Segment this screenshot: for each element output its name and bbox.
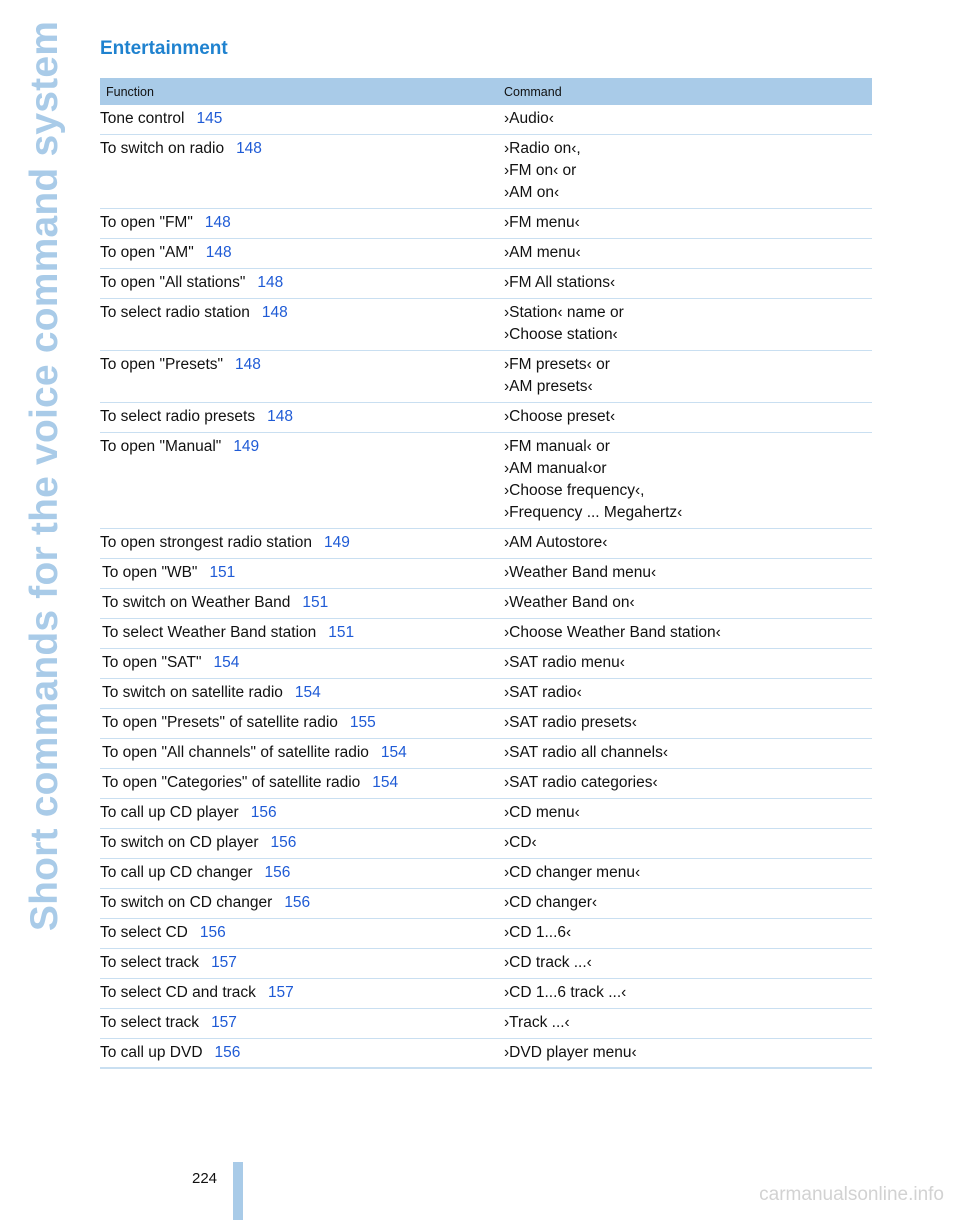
function-label: To open "Categories" of satellite radio: [102, 774, 361, 791]
command-cell: [500, 919, 872, 948]
page-reference-link[interactable]: 156: [284, 894, 311, 911]
command-line: ›FM manual‹ or: [504, 438, 610, 455]
command-line: ›SAT radio presets‹: [504, 714, 637, 731]
command-cell: [500, 135, 872, 208]
page-reference-link[interactable]: 148: [261, 304, 288, 321]
side-title-text: Short commands for the voice command system: [23, 20, 67, 932]
table-row: [100, 1009, 872, 1039]
page-reference-link[interactable]: 148: [235, 356, 261, 373]
command-line: ›FM All stations‹: [504, 274, 616, 291]
command-line: ›Choose frequency‹,: [504, 482, 645, 499]
command-line: ›DVD player menu‹: [504, 1044, 637, 1061]
function-label: To open "WB": [102, 564, 198, 581]
page-reference-link[interactable]: 156: [264, 864, 291, 881]
table-row: [100, 919, 872, 949]
command-cell: [500, 979, 872, 1008]
table-body: [100, 105, 872, 1069]
page-reference-link[interactable]: 154: [213, 654, 240, 671]
function-cell: [100, 1009, 500, 1038]
table-row: [100, 679, 872, 709]
table-row: [100, 209, 872, 239]
function-label: To open strongest radio station: [100, 534, 312, 551]
function-label: To switch on CD changer: [100, 894, 273, 911]
function-label: To open "Manual": [100, 438, 222, 455]
function-cell: [100, 589, 500, 618]
table-row: [100, 889, 872, 919]
command-cell: [500, 559, 872, 588]
function-cell: [100, 135, 500, 208]
command-line: ›CD track ...‹: [504, 954, 592, 971]
command-cell: [500, 829, 872, 858]
table-header: [100, 78, 872, 105]
command-cell: [500, 403, 872, 432]
function-cell: [100, 209, 500, 238]
function-cell: [100, 351, 500, 402]
table-row: [100, 351, 872, 403]
command-line: ›SAT radio categories‹: [504, 774, 658, 791]
command-cell: [500, 239, 872, 268]
page-reference-link[interactable]: 149: [323, 534, 350, 551]
function-label: To open "All channels" of satellite radio: [102, 744, 369, 761]
command-line: ›Choose Weather Band station‹: [504, 624, 721, 641]
table-row: [100, 239, 872, 269]
page-reference-link[interactable]: 148: [267, 408, 293, 425]
command-cell: [500, 739, 872, 768]
function-label: To switch on radio: [100, 140, 225, 157]
function-cell: [100, 403, 500, 432]
command-cell: [500, 949, 872, 978]
command-line: ›Weather Band menu‹: [504, 564, 657, 581]
function-cell: [100, 739, 500, 768]
function-label: To open "FM": [100, 214, 193, 231]
command-line: ›Frequency ... Megahertz‹: [504, 504, 683, 521]
command-line: ›AM Autostore‹: [504, 534, 608, 551]
function-cell: [100, 105, 500, 134]
function-label: To call up DVD: [100, 1044, 203, 1061]
page-reference-link[interactable]: 151: [328, 624, 355, 641]
function-cell: [100, 679, 500, 708]
command-cell: [500, 1009, 872, 1038]
function-label: To open "Presets": [100, 356, 224, 373]
function-label: To select track: [100, 954, 200, 971]
function-label: To open "All stations": [100, 274, 246, 291]
table-row: [100, 105, 872, 135]
function-cell: [100, 709, 500, 738]
command-line: ›CD changer‹: [504, 894, 598, 911]
command-cell: [500, 351, 872, 402]
function-cell: [100, 799, 500, 828]
function-label: To open "AM": [100, 244, 194, 261]
command-cell: [500, 105, 872, 134]
table-row: [100, 403, 872, 433]
function-cell: [100, 829, 500, 858]
command-line: ›AM presets‹: [504, 378, 593, 395]
table-row: [100, 799, 872, 829]
page-reference-link[interactable]: 157: [211, 954, 237, 971]
command-cell: [500, 529, 872, 558]
function-cell: [100, 859, 500, 888]
section-title: Entertainment: [100, 38, 228, 59]
function-label: To open "SAT": [102, 654, 202, 671]
function-label: To call up CD changer: [100, 864, 253, 881]
table-row: [100, 949, 872, 979]
function-label: To select radio station: [100, 304, 250, 321]
function-cell: [100, 433, 500, 528]
function-cell: [100, 889, 500, 918]
function-label: To switch on CD player: [100, 834, 259, 851]
table-row: [100, 829, 872, 859]
table-row: [100, 1039, 872, 1069]
page-reference-link[interactable]: 151: [302, 594, 329, 611]
function-cell: [100, 1039, 500, 1067]
command-line: ›AM on‹: [504, 184, 560, 201]
page-number: 224: [192, 1170, 218, 1187]
command-line: ›AM manual‹or: [504, 460, 607, 477]
page-reference-link[interactable]: 148: [257, 274, 284, 291]
function-cell: [100, 559, 500, 588]
table-row: [100, 619, 872, 649]
command-line: ›Audio‹: [504, 110, 554, 127]
page-reference-link[interactable]: 148: [236, 140, 262, 157]
command-line: ›FM presets‹ or: [504, 356, 610, 373]
command-cell: [500, 269, 872, 298]
page-reference-link[interactable]: 151: [209, 564, 236, 581]
function-label: To call up CD player: [100, 804, 239, 821]
watermark: carmanualsonline.info: [759, 1184, 944, 1205]
command-cell: [500, 679, 872, 708]
function-cell: [100, 949, 500, 978]
command-line: ›SAT radio‹: [504, 684, 582, 701]
command-line: ›AM menu‹: [504, 244, 581, 261]
table-row: [100, 649, 872, 679]
command-cell: [500, 619, 872, 648]
page-reference-link[interactable]: 155: [349, 714, 376, 731]
function-cell: [100, 269, 500, 298]
function-cell: [100, 299, 500, 350]
function-cell: [100, 919, 500, 948]
table-row: [100, 559, 872, 589]
table-row: [100, 979, 872, 1009]
table-row: [100, 589, 872, 619]
function-label: To select radio presets: [100, 408, 256, 425]
side-title: [22, 20, 68, 932]
command-line: ›Choose preset‹: [504, 408, 616, 425]
function-label: To switch on satellite radio: [102, 684, 283, 701]
page-reference-link[interactable]: 154: [380, 744, 407, 761]
command-line: ›Radio on‹,: [504, 140, 581, 157]
page-reference-link[interactable]: 148: [205, 244, 232, 261]
page-reference-link[interactable]: 157: [267, 984, 294, 1001]
command-line: ›CD menu‹: [504, 804, 580, 821]
command-line: ›CD‹: [504, 834, 537, 851]
table-row: [100, 299, 872, 351]
page-reference-link[interactable]: 156: [199, 924, 226, 941]
function-label: To select Weather Band station: [102, 624, 317, 641]
command-cell: [500, 589, 872, 618]
command-line: ›FM menu‹: [504, 214, 580, 231]
header-function: Function: [106, 84, 154, 99]
page-reference-link[interactable]: 148: [204, 214, 231, 231]
page-marker-bar: [233, 1162, 243, 1220]
command-cell: [500, 889, 872, 918]
command-cell: [500, 859, 872, 888]
page-reference-link[interactable]: 157: [211, 1014, 237, 1031]
commands-table: [100, 78, 872, 1069]
function-label: To select track: [100, 1014, 200, 1031]
function-label: To open "Presets" of satellite radio: [102, 714, 338, 731]
function-cell: [100, 619, 500, 648]
command-line: ›Station‹ name or: [504, 304, 624, 321]
command-cell: [500, 433, 872, 528]
table-row: [100, 769, 872, 799]
header-command: Command: [504, 84, 562, 99]
function-cell: [100, 979, 500, 1008]
function-label: To select CD: [100, 924, 188, 941]
function-cell: [100, 769, 500, 798]
page-reference-link[interactable]: 149: [233, 438, 260, 455]
command-line: ›Weather Band on‹: [504, 594, 635, 611]
page-reference-link[interactable]: 145: [196, 110, 223, 127]
command-cell: [500, 649, 872, 678]
page-reference-link[interactable]: 156: [270, 834, 297, 851]
function-label: To switch on Weather Band: [102, 594, 291, 611]
command-cell: [500, 769, 872, 798]
table-row: [100, 433, 872, 529]
command-line: ›SAT radio all channels‹: [504, 744, 668, 761]
page-reference-link[interactable]: 156: [250, 804, 277, 821]
command-line: ›SAT radio menu‹: [504, 654, 625, 671]
command-line: ›Choose station‹: [504, 326, 618, 343]
command-cell: [500, 799, 872, 828]
table-row: [100, 859, 872, 889]
command-cell: [500, 709, 872, 738]
command-line: ›CD 1...6 track ...‹: [504, 984, 627, 1001]
table-row: [100, 135, 872, 209]
command-line: ›CD changer menu‹: [504, 864, 641, 881]
command-line: ›FM on‹ or: [504, 162, 577, 179]
function-cell: [100, 529, 500, 558]
command-line: ›CD 1...6‹: [504, 924, 572, 941]
function-cell: [100, 649, 500, 678]
table-row: [100, 269, 872, 299]
page-reference-link[interactable]: 154: [372, 774, 399, 791]
table-row: [100, 709, 872, 739]
command-line: ›Track ...‹: [504, 1014, 570, 1031]
page-reference-link[interactable]: 154: [294, 684, 321, 701]
function-label: Tone control: [100, 110, 185, 127]
command-cell: [500, 299, 872, 350]
table-row: [100, 529, 872, 559]
command-cell: [500, 1039, 872, 1067]
page-reference-link[interactable]: 156: [214, 1044, 241, 1061]
function-cell: [100, 239, 500, 268]
function-label: To select CD and track: [100, 984, 256, 1001]
table-row: [100, 739, 872, 769]
command-cell: [500, 209, 872, 238]
